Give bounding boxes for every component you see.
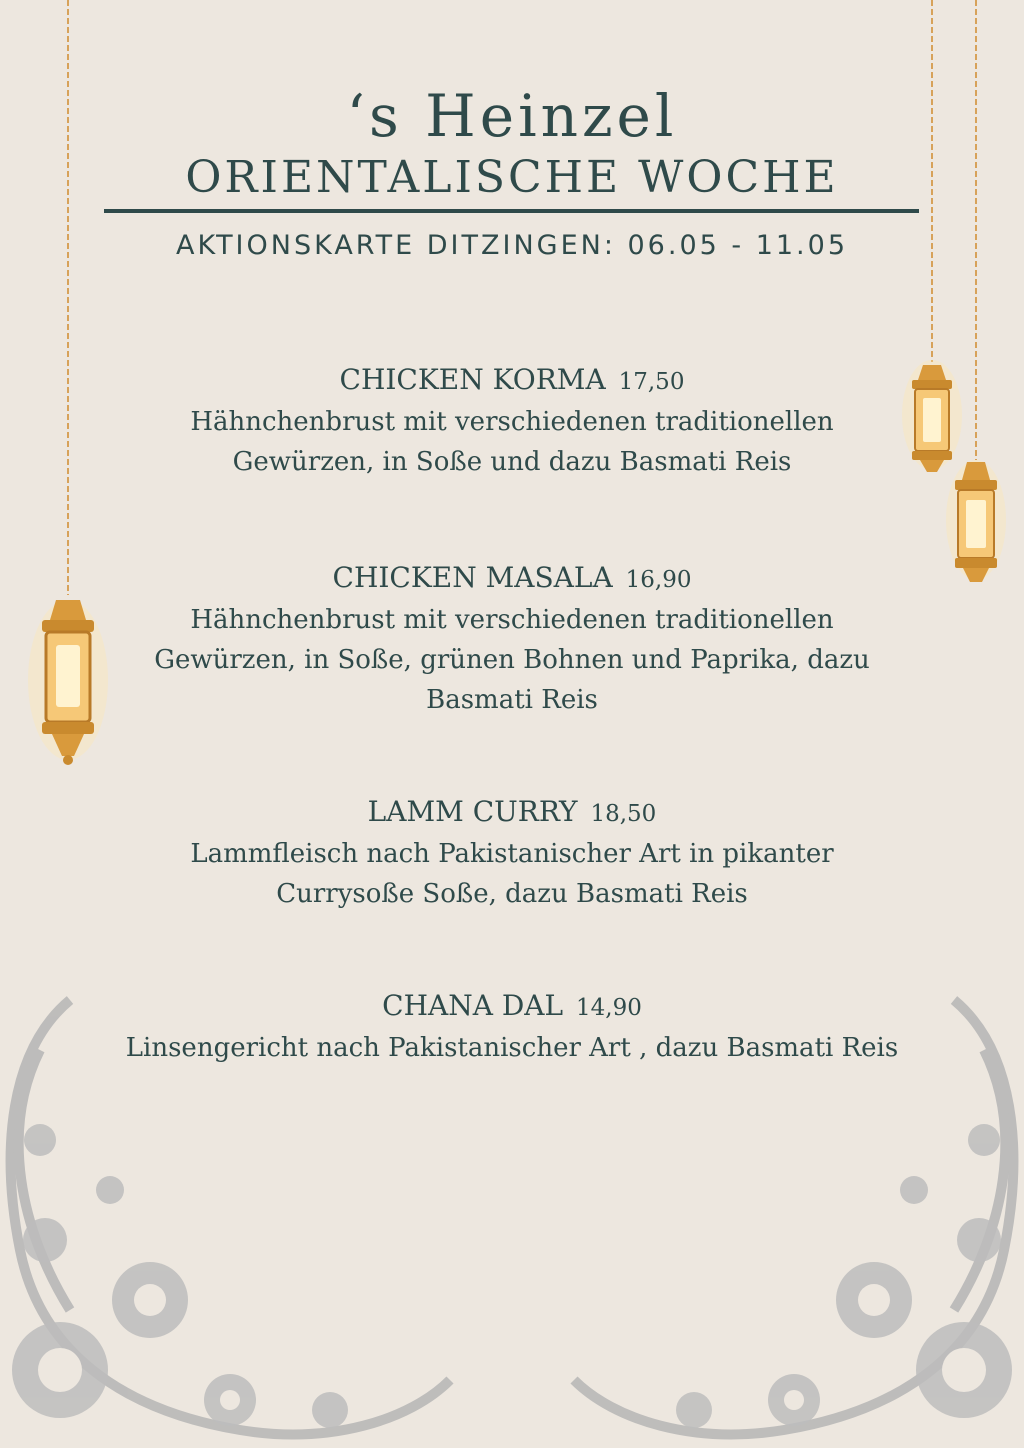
header-divider (104, 209, 919, 213)
menu-item-name: LAMM CURRY (367, 795, 578, 828)
menu-item (100, 792, 924, 914)
page-subtitle: ORIENTALISCHE WOCHE (185, 152, 839, 203)
page-title: ‘s Heinzel (346, 82, 678, 150)
menu-item (100, 558, 924, 720)
menu-item-description: Hähnchenbrust mit verschiedenen traditionellen Gewürzen, in Soße und dazu Basmati Reis (190, 407, 834, 477)
menu-item (100, 360, 924, 482)
menu-item-name: CHICKEN KORMA (339, 363, 606, 396)
menu-item-price: 18,50 (590, 801, 657, 827)
page-tagline: AKTIONSKARTE DITZINGEN: 06.05 - 11.05 (175, 230, 848, 261)
menu-item-description: Hähnchenbrust mit verschiedenen traditionellen Gewürzen, in Soße, grünen Bohnen und Paprika, dazu Basmati Reis (154, 605, 870, 715)
menu-item-description: Linsengericht nach Pakistanischer Art , dazu Basmati Reis (125, 1033, 899, 1063)
menu-item-price: 16,90 (625, 567, 692, 593)
menu-item-name: CHANA DAL (382, 989, 564, 1022)
menu-item (100, 986, 924, 1068)
menu-item-price: 14,90 (576, 995, 642, 1021)
menu-item-description: Lammfleisch nach Pakistanischer Art in pikanter Currysoße Soße, dazu Basmati Reis (190, 839, 834, 909)
menu-item-name: CHICKEN MASALA (332, 561, 613, 594)
menu-item-price: 17,50 (618, 369, 685, 395)
